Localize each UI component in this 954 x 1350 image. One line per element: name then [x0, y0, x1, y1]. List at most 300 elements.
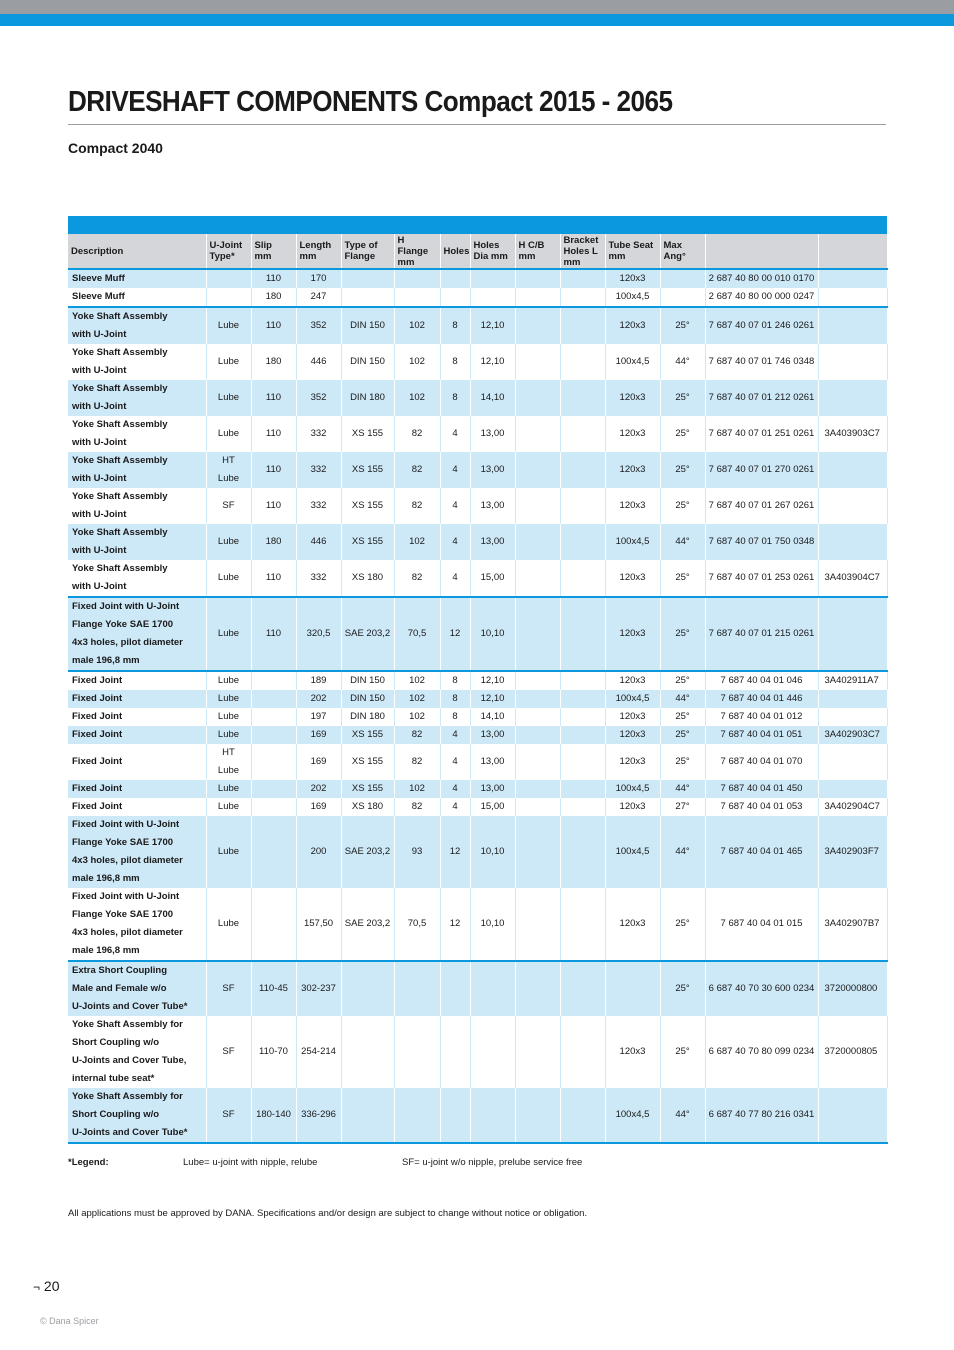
- cell-holes-dia: 13,00: [470, 780, 515, 798]
- cell-holes-dia: 15,00: [470, 798, 515, 816]
- cell-flange-type: SAE 203,2: [341, 888, 394, 961]
- header-h-flange: [394, 234, 440, 269]
- cell-description: [68, 888, 206, 961]
- cell-description: [68, 452, 206, 488]
- cell-slip: 110: [251, 416, 296, 452]
- cell-holes: 4: [440, 798, 470, 816]
- cell-holes-dia: 10,10: [470, 816, 515, 888]
- cell-length: 336-296: [296, 1088, 341, 1143]
- cell-bracket-holes: [560, 816, 605, 888]
- cell-length: 169: [296, 726, 341, 744]
- cell-description: [68, 1016, 206, 1088]
- cell-length: 170: [296, 269, 341, 288]
- cell-alt-part-number: 3720000800: [818, 961, 887, 1016]
- cell-length: 169: [296, 798, 341, 816]
- cell-holes-dia: 13,00: [470, 726, 515, 744]
- cell-bracket-holes: [560, 380, 605, 416]
- cell-slip: 180: [251, 288, 296, 307]
- cell-max-angle: 25°: [660, 888, 705, 961]
- header-flange-type: [341, 234, 394, 269]
- description-line: Yoke Shaft Assembly: [72, 455, 168, 466]
- cell-h-flange: 102: [394, 307, 440, 344]
- ujoint-line: Lube: [217, 392, 240, 403]
- cell-ujoint-type: [206, 690, 251, 708]
- cell-part-number: 7 687 40 07 01 270 0261: [705, 452, 818, 488]
- header-line: mm: [397, 256, 415, 268]
- page-mark: ¬: [33, 1280, 41, 1294]
- header-line: H Flange: [397, 234, 429, 257]
- cell-alt-part-number: 3A402911A7: [818, 671, 887, 690]
- cell-bracket-holes: [560, 416, 605, 452]
- cell-slip: 110-45: [251, 961, 296, 1016]
- header-line: Bracket: [563, 234, 599, 246]
- cell-flange-type: XS 155: [341, 726, 394, 744]
- description-line: Extra Short Coupling: [72, 965, 167, 976]
- cell-h-cb: [515, 1088, 560, 1143]
- cell-h-cb: [515, 307, 560, 344]
- description-line: Yoke Shaft Assembly for: [72, 1091, 183, 1102]
- cell-max-angle: 27°: [660, 798, 705, 816]
- ujoint-line: Lube: [217, 693, 240, 704]
- cell-description: [68, 671, 206, 690]
- description-line: 4x3 holes, pilot diameter: [72, 927, 183, 938]
- cell-slip: 180-140: [251, 1088, 296, 1143]
- cell-bracket-holes: [560, 269, 605, 288]
- cell-h-flange: [394, 961, 440, 1016]
- header-length: [296, 234, 341, 269]
- cell-ujoint-type: [206, 961, 251, 1016]
- cell-h-cb: [515, 816, 560, 888]
- cell-alt-part-number: [818, 708, 887, 726]
- cell-alt-part-number: [818, 744, 887, 780]
- cell-bracket-holes: [560, 744, 605, 780]
- cell-holes: 4: [440, 744, 470, 780]
- cell-bracket-holes: [560, 1016, 605, 1088]
- ujoint-line: SF: [222, 983, 235, 994]
- description-line: Fixed Joint: [72, 675, 123, 686]
- cell-h-flange: 93: [394, 816, 440, 888]
- cell-length: 446: [296, 524, 341, 560]
- ujoint-line: Lube: [217, 536, 240, 547]
- cell-holes: [440, 961, 470, 1016]
- description-line: Fixed Joint: [72, 711, 123, 722]
- cell-flange-type: SAE 203,2: [341, 816, 394, 888]
- description-line: U-Joints and Cover Tube*: [72, 1127, 188, 1138]
- header-line: Description: [71, 245, 124, 257]
- cell-max-angle: 25°: [660, 671, 705, 690]
- cell-h-flange: [394, 1088, 440, 1143]
- cell-description: [68, 597, 206, 671]
- description-line: Yoke Shaft Assembly: [72, 563, 168, 574]
- cell-holes-dia: 10,10: [470, 888, 515, 961]
- description-line: Flange Yoke SAE 1700: [72, 619, 174, 630]
- cell-holes: 4: [440, 780, 470, 798]
- header-line: mm: [254, 251, 272, 262]
- cell-bracket-holes: [560, 726, 605, 744]
- cell-holes-dia: 13,00: [470, 744, 515, 780]
- cell-tube-seat: 120x3: [605, 560, 660, 597]
- table-row: [68, 597, 887, 671]
- cell-holes-dia: 13,00: [470, 488, 515, 524]
- description-line: with U-Joint: [72, 545, 127, 556]
- description-line: with U-Joint: [72, 437, 127, 448]
- description-line: 4x3 holes, pilot diameter: [72, 855, 183, 866]
- cell-length: 157,50: [296, 888, 341, 961]
- cell-h-cb: [515, 798, 560, 816]
- cell-tube-seat: 100x4,5: [605, 288, 660, 307]
- cell-holes-dia: 13,00: [470, 524, 515, 560]
- cell-tube-seat: [605, 961, 660, 1016]
- ujoint-line: Lube: [217, 572, 240, 583]
- cell-h-cb: [515, 269, 560, 288]
- cell-holes: 4: [440, 560, 470, 597]
- cell-tube-seat: 100x4,5: [605, 780, 660, 798]
- cell-part-number: 6 687 40 70 80 099 0234: [705, 1016, 818, 1088]
- section-subtitle: Compact 2040: [68, 140, 163, 156]
- cell-max-angle: 25°: [660, 380, 705, 416]
- cell-bracket-holes: [560, 690, 605, 708]
- description-line: U-Joints and Cover Tube,: [72, 1055, 187, 1066]
- cell-h-cb: [515, 488, 560, 524]
- table-row: [68, 269, 887, 288]
- cell-ujoint-type: [206, 744, 251, 780]
- description-line: Yoke Shaft Assembly: [72, 347, 168, 358]
- table-row: [68, 780, 887, 798]
- description-line: Fixed Joint with U-Joint: [72, 819, 180, 830]
- cell-holes-dia: 12,10: [470, 690, 515, 708]
- cell-h-flange: 70,5: [394, 597, 440, 671]
- ujoint-line: Lube: [217, 675, 240, 686]
- cell-alt-part-number: [818, 288, 887, 307]
- cell-tube-seat: 120x3: [605, 416, 660, 452]
- cell-tube-seat: 120x3: [605, 1016, 660, 1088]
- cell-h-cb: [515, 708, 560, 726]
- cell-ujoint-type: [206, 524, 251, 560]
- cell-bracket-holes: [560, 780, 605, 798]
- cell-part-number: 7 687 40 04 01 053: [705, 798, 818, 816]
- ujoint-line: Lube: [217, 918, 240, 929]
- cell-ujoint-type: [206, 380, 251, 416]
- cell-holes-dia: [470, 269, 515, 288]
- cell-ujoint-type: [206, 269, 251, 288]
- cell-flange-type: SAE 203,2: [341, 597, 394, 671]
- cell-length: 332: [296, 560, 341, 597]
- cell-slip: [251, 744, 296, 780]
- cell-holes-dia: 15,00: [470, 560, 515, 597]
- description-line: Yoke Shaft Assembly: [72, 491, 168, 502]
- cell-slip: [251, 708, 296, 726]
- cell-max-angle: 25°: [660, 1016, 705, 1088]
- cell-h-flange: [394, 288, 440, 307]
- cell-holes: 4: [440, 726, 470, 744]
- cell-slip: [251, 671, 296, 690]
- cell-slip: 110: [251, 307, 296, 344]
- cell-bracket-holes: [560, 961, 605, 1016]
- cell-max-angle: 25°: [660, 708, 705, 726]
- cell-holes: 4: [440, 488, 470, 524]
- table-row: [68, 1088, 887, 1143]
- cell-alt-part-number: [818, 690, 887, 708]
- cell-slip: 180: [251, 524, 296, 560]
- cell-tube-seat: 120x3: [605, 307, 660, 344]
- cell-part-number: 7 687 40 04 01 450: [705, 780, 818, 798]
- header-max-angle: [660, 234, 705, 269]
- cell-h-cb: [515, 524, 560, 560]
- ujoint-line: Lube: [217, 729, 240, 740]
- header-line: Holes L: [563, 245, 598, 257]
- header-line: Slip: [254, 240, 272, 251]
- cell-length: 332: [296, 488, 341, 524]
- description-line: Yoke Shaft Assembly: [72, 383, 168, 394]
- cell-description: [68, 708, 206, 726]
- cell-h-cb: [515, 888, 560, 961]
- table-row: [68, 488, 887, 524]
- cell-holes-dia: 12,10: [470, 671, 515, 690]
- description-line: Fixed Joint: [72, 801, 123, 812]
- description-line: Short Coupling w/o: [72, 1037, 160, 1048]
- cell-description: [68, 560, 206, 597]
- description-line: Yoke Shaft Assembly: [72, 311, 168, 322]
- ujoint-line: SF: [222, 500, 235, 511]
- cell-max-angle: 44°: [660, 524, 705, 560]
- cell-slip: 110-70: [251, 1016, 296, 1088]
- cell-slip: [251, 888, 296, 961]
- description-line: with U-Joint: [72, 401, 127, 412]
- cell-bracket-holes: [560, 888, 605, 961]
- cell-max-angle: 25°: [660, 744, 705, 780]
- header-line: Type*: [209, 251, 235, 262]
- cell-holes: 8: [440, 344, 470, 380]
- cell-length: 332: [296, 416, 341, 452]
- cell-bracket-holes: [560, 560, 605, 597]
- cell-h-flange: 70,5: [394, 888, 440, 961]
- description-line: Fixed Joint with U-Joint: [72, 891, 180, 902]
- cell-holes: 4: [440, 416, 470, 452]
- description-line: male 196,8 mm: [72, 655, 140, 666]
- cell-holes-dia: 13,00: [470, 416, 515, 452]
- cell-alt-part-number: [818, 269, 887, 288]
- title-rule: [68, 124, 886, 125]
- cell-length: 200: [296, 816, 341, 888]
- cell-h-flange: 102: [394, 380, 440, 416]
- table-row: [68, 888, 887, 961]
- cell-h-flange: 82: [394, 744, 440, 780]
- cell-ujoint-type: [206, 344, 251, 380]
- cell-description: [68, 744, 206, 780]
- cell-holes-dia: 12,10: [470, 344, 515, 380]
- cell-length: 202: [296, 690, 341, 708]
- cell-ujoint-type: [206, 416, 251, 452]
- header-line: Flange: [344, 251, 376, 262]
- cell-holes: [440, 269, 470, 288]
- cell-description: [68, 798, 206, 816]
- table-row: [68, 708, 887, 726]
- description-line: male 196,8 mm: [72, 945, 140, 956]
- cell-holes: 8: [440, 380, 470, 416]
- cell-holes: 12: [440, 888, 470, 961]
- cell-flange-type: [341, 1088, 394, 1143]
- description-line: Fixed Joint: [72, 783, 123, 794]
- description-line: Fixed Joint: [72, 756, 123, 767]
- table-row: [68, 816, 887, 888]
- cell-h-flange: 82: [394, 488, 440, 524]
- ujoint-line: SF: [222, 1109, 235, 1120]
- cell-part-number: 6 687 40 77 80 216 0341: [705, 1088, 818, 1143]
- cell-h-flange: [394, 1016, 440, 1088]
- cell-holes-dia: [470, 1088, 515, 1143]
- cell-h-flange: 102: [394, 524, 440, 560]
- cell-alt-part-number: 3A402903F7: [818, 816, 887, 888]
- description-line: Sleeve Muff: [72, 273, 125, 284]
- header-line: Type of: [344, 240, 378, 251]
- cell-length: 446: [296, 344, 341, 380]
- description-line: U-Joints and Cover Tube*: [72, 1001, 188, 1012]
- cell-h-flange: 102: [394, 344, 440, 380]
- cell-tube-seat: 120x3: [605, 597, 660, 671]
- cell-alt-part-number: [818, 597, 887, 671]
- cell-bracket-holes: [560, 488, 605, 524]
- legend-label: *Legend:: [68, 1157, 109, 1168]
- header-line: U-Joint: [209, 240, 243, 251]
- cell-flange-type: XS 155: [341, 780, 394, 798]
- cell-ujoint-type: [206, 888, 251, 961]
- cell-part-number: 7 687 40 04 01 465: [705, 816, 818, 888]
- cell-alt-part-number: [818, 344, 887, 380]
- cell-ujoint-type: [206, 597, 251, 671]
- cell-flange-type: XS 180: [341, 798, 394, 816]
- cell-part-number: 2 687 40 80 00 000 0247: [705, 288, 818, 307]
- cell-h-flange: 82: [394, 416, 440, 452]
- ujoint-line: SF: [222, 1046, 235, 1057]
- table-row: [68, 416, 887, 452]
- table-header-row: [68, 234, 887, 269]
- cell-h-cb: [515, 961, 560, 1016]
- cell-h-flange: 82: [394, 452, 440, 488]
- header-tube-seat: [605, 234, 660, 269]
- page-number: [33, 1278, 59, 1294]
- cell-max-angle: 25°: [660, 307, 705, 344]
- ujoint-line: Lube: [217, 846, 240, 857]
- cell-tube-seat: 100x4,5: [605, 344, 660, 380]
- table-top-band: [68, 216, 887, 234]
- table-row: [68, 690, 887, 708]
- page-title: DRIVESHAFT COMPONENTS Compact 2015 - 2065: [68, 86, 673, 118]
- cell-length: 352: [296, 307, 341, 344]
- cell-description: [68, 961, 206, 1016]
- cell-alt-part-number: 3A402904C7: [818, 798, 887, 816]
- cell-part-number: 7 687 40 07 01 251 0261: [705, 416, 818, 452]
- header-alt-part-number: [818, 234, 887, 269]
- cell-part-number: 7 687 40 07 01 253 0261: [705, 560, 818, 597]
- cell-tube-seat: 120x3: [605, 726, 660, 744]
- cell-h-cb: [515, 380, 560, 416]
- cell-part-number: 7 687 40 04 01 446: [705, 690, 818, 708]
- cell-bracket-holes: [560, 344, 605, 380]
- cell-h-cb: [515, 671, 560, 690]
- header-part-number: [705, 234, 818, 269]
- cell-flange-type: DIN 150: [341, 344, 394, 380]
- cell-part-number: 7 687 40 07 01 746 0348: [705, 344, 818, 380]
- cell-length: 169: [296, 744, 341, 780]
- cell-slip: 180: [251, 344, 296, 380]
- cell-part-number: 7 687 40 04 01 012: [705, 708, 818, 726]
- header-h-cb: [515, 234, 560, 269]
- header-line: mm: [563, 256, 581, 268]
- cell-description: [68, 307, 206, 344]
- cell-bracket-holes: [560, 288, 605, 307]
- cell-flange-type: [341, 1016, 394, 1088]
- cell-slip: 110: [251, 380, 296, 416]
- description-line: Fixed Joint with U-Joint: [72, 601, 180, 612]
- cell-description: [68, 780, 206, 798]
- description-line: Male and Female w/o: [72, 983, 167, 994]
- cell-flange-type: DIN 150: [341, 690, 394, 708]
- ujoint-line: HT: [222, 455, 235, 466]
- cell-max-angle: 25°: [660, 597, 705, 671]
- cell-tube-seat: 120x3: [605, 380, 660, 416]
- cell-alt-part-number: 3720000805: [818, 1016, 887, 1088]
- cell-length: 352: [296, 380, 341, 416]
- cell-part-number: 7 687 40 04 01 070: [705, 744, 818, 780]
- cell-part-number: 7 687 40 07 01 215 0261: [705, 597, 818, 671]
- cell-holes: [440, 1016, 470, 1088]
- cell-holes: 4: [440, 452, 470, 488]
- cell-length: 202: [296, 780, 341, 798]
- cell-h-cb: [515, 780, 560, 798]
- cell-holes: [440, 288, 470, 307]
- cell-h-flange: [394, 269, 440, 288]
- copyright: © Dana Spicer: [40, 1316, 99, 1326]
- cell-length: 197: [296, 708, 341, 726]
- cell-holes-dia: 12,10: [470, 307, 515, 344]
- table-row: [68, 744, 887, 780]
- ujoint-line: Lube: [217, 473, 240, 484]
- cell-holes-dia: 14,10: [470, 380, 515, 416]
- cell-bracket-holes: [560, 671, 605, 690]
- cell-description: [68, 1088, 206, 1143]
- cell-ujoint-type: [206, 798, 251, 816]
- cell-tube-seat: 100x4,5: [605, 816, 660, 888]
- ujoint-line: Lube: [217, 628, 240, 639]
- cell-bracket-holes: [560, 524, 605, 560]
- cell-holes-dia: [470, 288, 515, 307]
- cell-tube-seat: 120x3: [605, 888, 660, 961]
- cell-flange-type: XS 155: [341, 416, 394, 452]
- table-row: [68, 452, 887, 488]
- cell-ujoint-type: [206, 780, 251, 798]
- cell-slip: 110: [251, 452, 296, 488]
- header-line: mm: [608, 251, 626, 262]
- cell-bracket-holes: [560, 798, 605, 816]
- cell-alt-part-number: [818, 524, 887, 560]
- cell-flange-type: XS 155: [341, 744, 394, 780]
- cell-tube-seat: 100x4,5: [605, 524, 660, 560]
- header-description: [68, 234, 206, 269]
- cell-description: [68, 816, 206, 888]
- cell-max-angle: 25°: [660, 416, 705, 452]
- cell-h-cb: [515, 560, 560, 597]
- cell-holes: 12: [440, 816, 470, 888]
- description-line: Short Coupling w/o: [72, 1109, 160, 1120]
- cell-flange-type: XS 155: [341, 524, 394, 560]
- ujoint-line: Lube: [217, 356, 240, 367]
- cell-alt-part-number: 3A402907B7: [818, 888, 887, 961]
- description-line: Flange Yoke SAE 1700: [72, 909, 174, 920]
- cell-ujoint-type: [206, 560, 251, 597]
- table-row: [68, 726, 887, 744]
- cell-length: 302-237: [296, 961, 341, 1016]
- cell-max-angle: 44°: [660, 690, 705, 708]
